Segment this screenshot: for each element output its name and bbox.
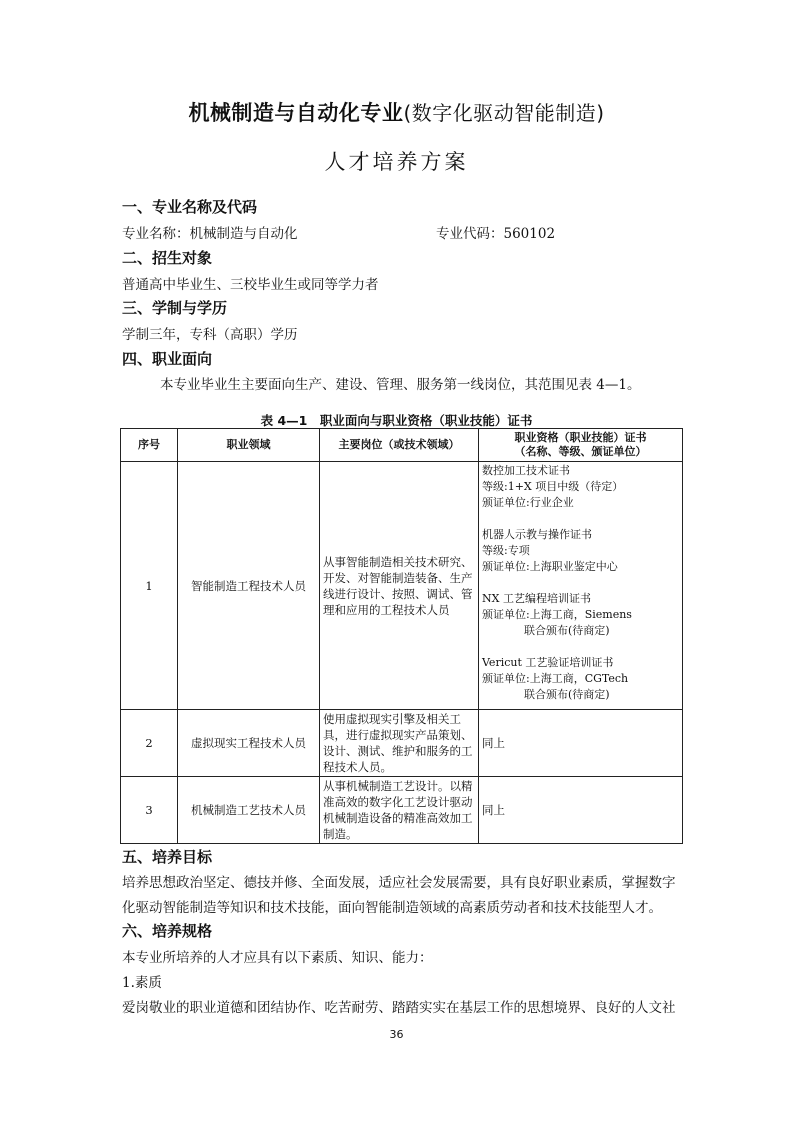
row-cert: 同上 (479, 710, 683, 777)
section-3-heading: 三、学制与学历 (122, 299, 228, 317)
row-no: 3 (121, 777, 178, 844)
header-cert-line2: （名称、等级、颁证单位） (514, 445, 647, 458)
section-6-heading: 六、培养规格 (122, 922, 213, 940)
page-subtitle: 人才培养方案 (324, 150, 469, 174)
major-name: 专业名称：机械制造与自动化 (122, 226, 298, 242)
table-row (121, 710, 683, 777)
occupation-table (120, 428, 683, 844)
section-5-line1: 培养思想政治坚定、德技并修、全面发展，适应社会发展需要，具有良好职业素质，掌握数字 (122, 875, 676, 891)
section-2-text: 普通高中毕业生、三校毕业生或同等学力者 (122, 277, 379, 293)
section-2-heading: 二、招生对象 (122, 249, 213, 267)
table-row (121, 777, 683, 844)
section-5-line2: 化驱动智能制造等知识和技术技能，面向智能制造领域的高素质劳动者和技术技能型人才。 (122, 900, 662, 916)
section-1-heading: 一、专业名称及代码 (122, 198, 258, 216)
row-no: 2 (121, 710, 178, 777)
table-header-row (121, 429, 683, 462)
header-cert (479, 429, 683, 462)
section-6-line2: 1.素质 (122, 975, 162, 991)
row-cert: 数控加工技术证书 等级:1+X 项目中级（待定） 颁证单位:行业企业 机器人示教与操作证书 等级:专项 颁证单位:上海职业鉴定中心 NX 工艺编程培训证书 颁证单位:上海工商，Siemens 联合颁布(待商定) Vericut 工艺验证培训证书 颁证单位:上海工商，CGTech 联合颁布(待商定) (482, 464, 632, 701)
row-no: 1 (121, 462, 178, 710)
row-position: 使用虚拟现实引擎及相关工具，进行虚拟现实产品策划、设计、测试、维护和服务的工程技术人员。 (320, 710, 479, 777)
major-code: 专业代码：560102 (436, 226, 556, 242)
row-cert: 同上 (479, 777, 683, 844)
header-cert-line1: 职业资格（职业技能）证书 (514, 431, 647, 444)
header-no: 序号 (121, 429, 178, 462)
row-cert-cell (479, 462, 683, 710)
row-position: 从事智能制造相关技术研究、开发、对智能制造装备、生产线进行设计、按照、调试、管理和应用的工程技术人员 (320, 462, 479, 710)
title-main: 机械制造与自动化专业 (188, 101, 404, 125)
row-position: 从事机械制造工艺设计。以精准高效的数字化工艺设计驱动机械制造设备的精准高效加工制造。 (320, 777, 479, 844)
row-field: 智能制造工程技术人员 (178, 462, 320, 710)
table-row (121, 462, 683, 710)
section-3-text: 学制三年，专科（高职）学历 (122, 327, 298, 343)
row-field: 虚拟现实工程技术人员 (178, 710, 320, 777)
page-number: 36 (389, 1028, 404, 1041)
row-field: 机械制造工艺技术人员 (178, 777, 320, 844)
header-position: 主要岗位（或技术领域） (320, 429, 479, 462)
section-4-text: 本专业毕业生主要面向生产、建设、管理、服务第一线岗位，其范围见表 4—1。 (160, 377, 641, 393)
section-6-line1: 本专业所培养的人才应具有以下素质、知识、能力： (122, 950, 433, 966)
section-5-heading: 五、培养目标 (122, 848, 213, 866)
header-field: 职业领域 (178, 429, 320, 462)
table-caption: 表 4—1 职业面向与职业资格（职业技能）证书 (260, 413, 533, 428)
page-title (0, 97, 793, 127)
section-4-heading: 四、职业面向 (122, 350, 213, 368)
title-sub: (数字化驱动智能制造) (403, 101, 605, 125)
section-6-line3: 爱岗敬业的职业道德和团结协作、吃苦耐劳、踏踏实实在基层工作的思想境界、良好的人文社 (122, 1000, 676, 1016)
